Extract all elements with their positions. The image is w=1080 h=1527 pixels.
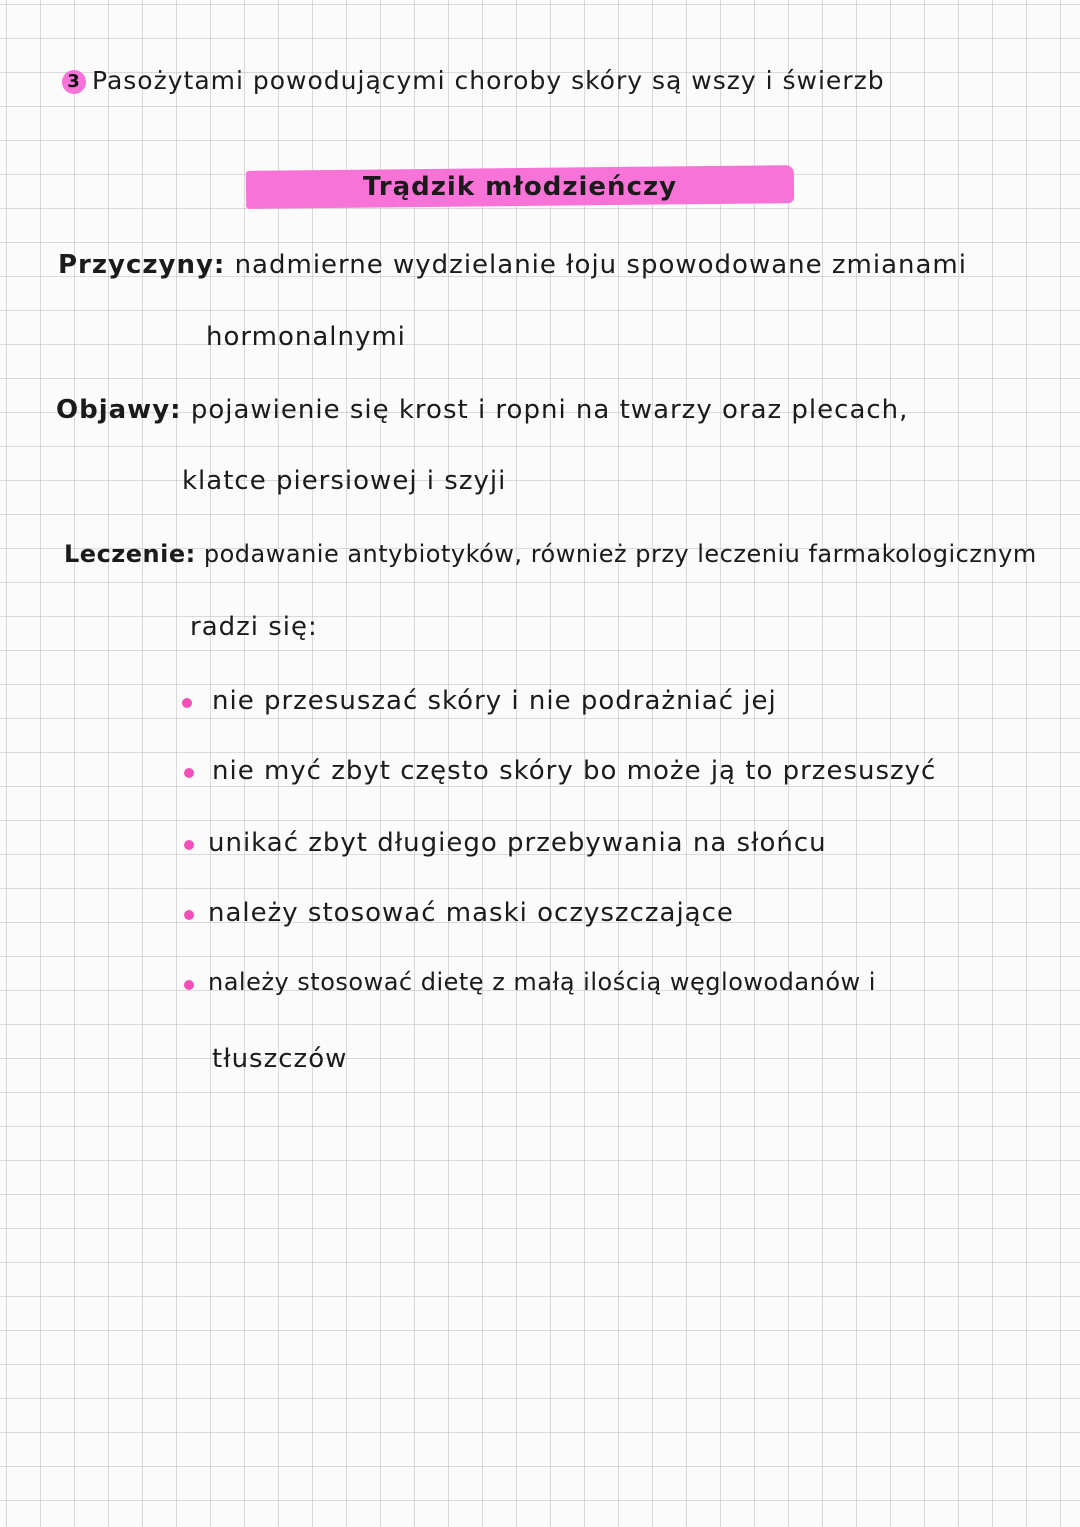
treatment-text-1: podawanie antybiotyków, również przy leczeniu farmakologicznym xyxy=(203,540,1037,568)
symptoms-line-1 xyxy=(56,395,908,425)
advice-text: nie przesuszać skóry i nie podrażniać jej xyxy=(212,686,777,716)
treatment-line-1 xyxy=(64,540,1037,568)
intro-text: Pasożytami powodującymi choroby skóry są wszy i świerzb xyxy=(92,66,885,95)
symptoms-text-1: pojawienie się krost i ropni na twarzy oraz plecach, xyxy=(190,395,909,425)
bullet-dot xyxy=(182,698,192,708)
advice-text: należy stosować maski oczyszczające xyxy=(208,898,734,928)
intro-line xyxy=(62,66,885,95)
advice-text: należy stosować dietę z małą ilością węglowodanów i xyxy=(208,968,876,996)
causes-text-2: hormonalnymi xyxy=(206,322,406,352)
number-badge: 3 xyxy=(62,70,86,94)
causes-text-1: nadmierne wydzielanie łoju spowodowane zmianami xyxy=(234,250,967,280)
bullet-dot xyxy=(184,768,194,778)
symptoms-label: Objawy: xyxy=(56,395,182,425)
causes-line-2 xyxy=(206,322,406,352)
symptoms-text-2: klatce piersiowej i szyji xyxy=(182,466,507,496)
advice-text: unikać zbyt długiego przebywania na słońcu xyxy=(208,828,827,858)
bullet-dot xyxy=(184,840,194,850)
page-title: Trądzik młodzieńczy xyxy=(362,172,678,202)
symptoms-line-2 xyxy=(182,466,506,496)
treatment-line-2 xyxy=(190,612,318,642)
treatment-label: Leczenie: xyxy=(64,540,196,568)
advice-continuation: tłuszczów xyxy=(212,1044,348,1074)
causes-line-1 xyxy=(58,250,967,280)
advice-text: nie myć zbyt często skóry bo może ją to przesuszyć xyxy=(212,756,937,786)
treatment-text-2: radzi się: xyxy=(190,612,318,642)
causes-label: Przyczyny: xyxy=(58,250,226,280)
bullet-dot xyxy=(184,980,194,990)
bullet-dot xyxy=(184,910,194,920)
